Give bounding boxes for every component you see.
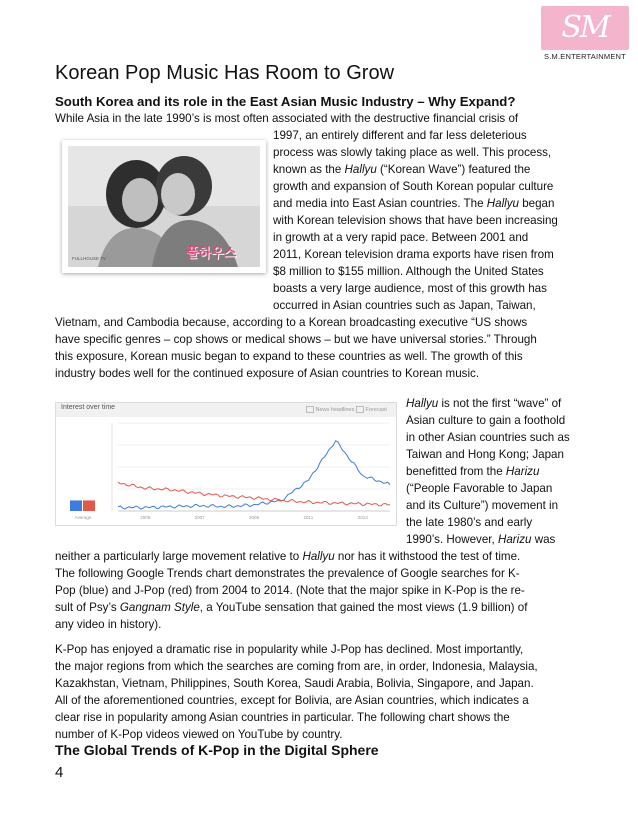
section-subtitle: South Korea and its role in the East Asian Music Industry – Why Expand? <box>55 94 516 109</box>
para3-line: the major regions from which the searches are coming from are, in order, Indonesia, Malaysia, <box>55 660 538 673</box>
para1-line: have specific genres – cop shows or medical shows – but we have universal stories.” Through <box>55 333 537 346</box>
legend-forecast: Forecast <box>356 406 387 413</box>
drama-photo <box>62 140 266 273</box>
x-tick-label: 2005 <box>140 515 151 520</box>
para2-line: Taiwan and Hong Kong; Japan <box>406 448 564 461</box>
para2-line: 1990’s. However, Harizu was <box>406 533 556 546</box>
para3-line: Kazakhstan, Vietnam, Philippines, South Korea, Saudi Arabia, Bolivia, Singapore, and Japan. <box>55 677 534 690</box>
para1-line: While Asia in the late 1990’s is most often associated with the destructive financial crisis of <box>55 112 519 125</box>
para2-line: any video in history). <box>55 618 162 631</box>
photo-credit: FULLHOUSE TV <box>72 256 106 261</box>
page-title: Korean Pop Music Has Room to Grow <box>55 62 395 84</box>
para2-line: Asian culture to gain a foothold <box>406 414 566 427</box>
para1-line: $8 million to $155 million. Although the United States <box>273 265 544 278</box>
para1-line: and media into East Asian countries. The Hallyu began <box>273 197 555 210</box>
para2-line: benefitted from the Harizu <box>406 465 540 478</box>
page-number: 4 <box>55 764 64 781</box>
logo-mark: SM <box>561 10 609 45</box>
google-trends-chart <box>55 402 397 526</box>
para3-line: clear rise in popularity among Asian countries in particular. The following chart shows the <box>55 711 510 724</box>
para1-line: industry bodes well for the continued exposure of Asian countries to Korean music. <box>55 367 480 380</box>
average-label: Average <box>74 515 92 520</box>
series-line-j-pop <box>118 482 390 506</box>
chart-header <box>56 403 396 417</box>
x-tick-label: 2011 <box>303 515 314 520</box>
para2-line: in other Asian countries such as <box>406 431 570 444</box>
para1-line: in growth at a very rapid pace. Between 2001 and <box>273 231 529 244</box>
para3-line: All of the aforementioned countries, except for Bolivia, are Asian countries, which indicates a <box>55 694 529 707</box>
para3-line: K-Pop has enjoyed a dramatic rise in popularity while J-Pop has declined. Most importantly, <box>55 643 524 656</box>
para1-line: known as the Hallyu (“Korean Wave”) featured the <box>273 163 531 176</box>
logo-text: S.M.ENTERTAINMENT <box>544 52 626 61</box>
para1-line: with Korean television shows that have been increasing <box>273 214 558 227</box>
drama-logo: 풀하우스 <box>186 246 237 261</box>
para1-line: this exposure, Korean music began to expand to these countries as well. The growth of this <box>55 350 523 363</box>
trend-plot <box>56 417 396 525</box>
para1-line: boasts a very large audience, most of this growth has <box>273 282 547 295</box>
para1-line: occurred in Asian countries such as Japan, Taiwan, <box>273 299 536 312</box>
x-tick-label: 2013 <box>357 515 368 520</box>
x-tick-label: 2009 <box>248 515 260 520</box>
chart-title: Interest over time <box>61 404 116 411</box>
para2-line: neither a particularly large movement relative to Hallyu nor has it withstood the test of time. <box>55 550 521 563</box>
para1-line: 2011, Korean television drama exports have risen from <box>273 248 554 261</box>
drama-photo-image <box>68 146 260 267</box>
para2-line: Hallyu is not the first “wave” of <box>406 397 562 410</box>
para1-line: 1997, an entirely different and far less deleterious <box>273 129 527 142</box>
para2-line: the late 1980’s and early <box>406 516 533 529</box>
x-tick-label: 2007 <box>194 515 205 520</box>
para3-line: number of K-Pop videos viewed on YouTube by country. <box>55 728 343 741</box>
para2-line: Pop (blue) and J-Pop (red) from 2004 to 2014. (Note that the major spike in K-Pop is the re- <box>55 584 525 597</box>
para1-line: growth and expansion of South Korean popular culture <box>273 180 554 193</box>
para2-line: sult of Psy’s Gangnam Style, a YouTube sensation that gained the most views (1.9 billion) of <box>55 601 528 614</box>
average-bar-k-pop <box>70 500 82 511</box>
para1-line: process was slowly taking place as well. This process, <box>273 146 552 159</box>
para1-line: Vietnam, and Cambodia because, according to a Korean broadcasting executive “US shows <box>55 316 528 329</box>
para2-line: and its Culture”) movement in <box>406 499 559 512</box>
legend-news: News headlines <box>306 406 354 413</box>
section-heading: The Global Trends of K-Pop in the Digital Sphere <box>55 742 379 758</box>
para2-line: (“People Favorable to Japan <box>406 482 553 495</box>
average-bar-j-pop <box>83 500 95 511</box>
sm-entertainment-logo <box>541 6 629 64</box>
para2-line: The following Google Trends chart demonstrates the prevalence of Google searches for K- <box>55 567 520 580</box>
